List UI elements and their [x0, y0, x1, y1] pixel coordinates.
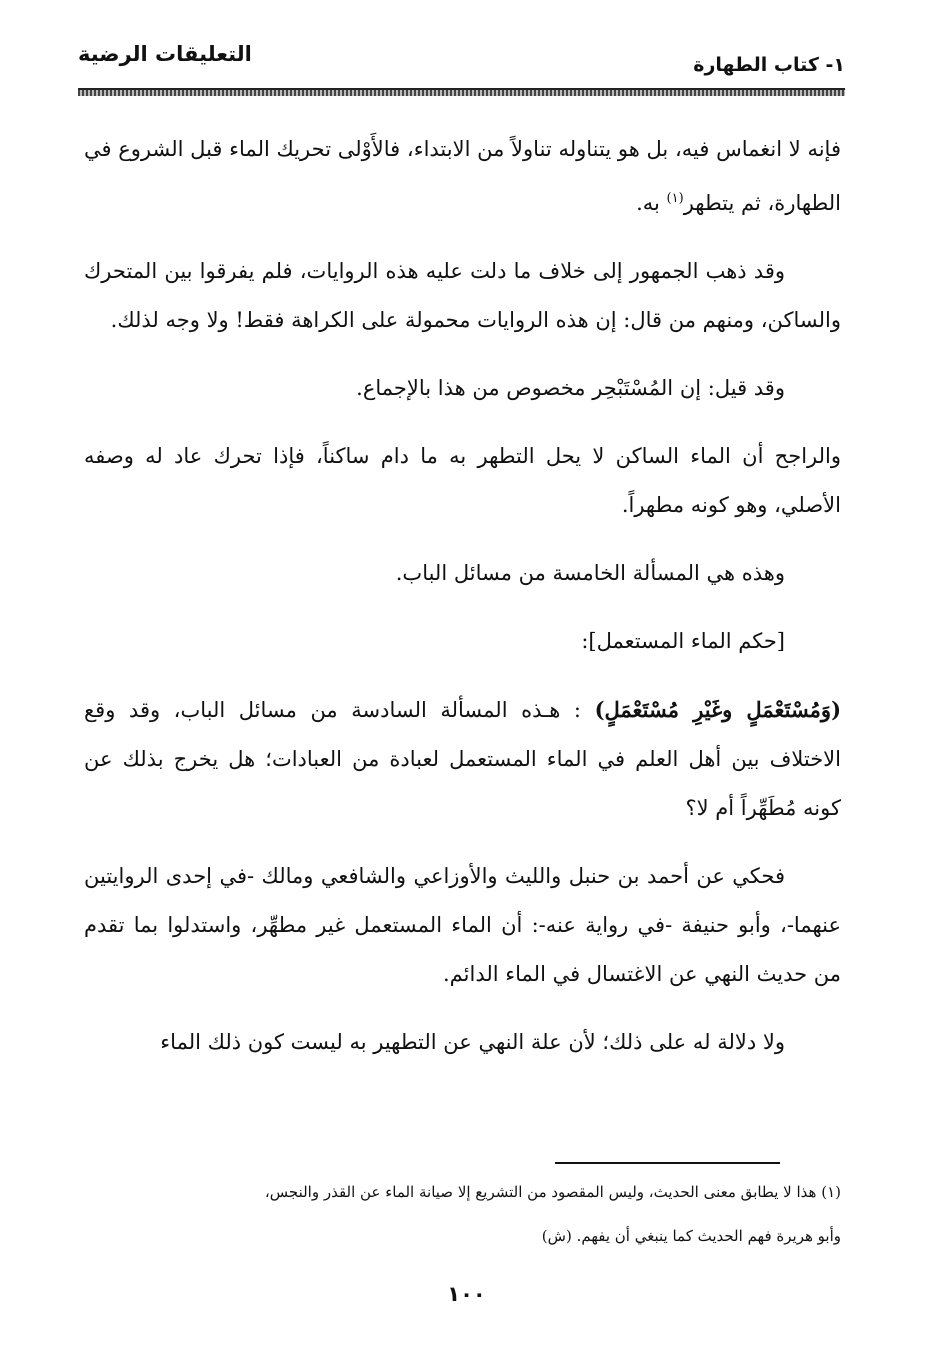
page-number: ١٠٠	[447, 1282, 486, 1306]
paragraph-1-text: فإنه لا انغماس فيه، بل هو يتناوله تناولاً من الابتداء، فالأَوْلى تحريك الماء قبل الشروع في الطهارة، ثم يتطهر	[84, 137, 841, 215]
chapter-title: ١- كتاب الطهارة	[693, 54, 845, 76]
paragraph-3: وقد قيل: إن المُسْتَبْحِر مخصوص من هذا بالإجماع.	[356, 376, 785, 400]
paragraph-7	[84, 685, 841, 833]
footnote-divider	[555, 1162, 780, 1164]
footnote-line-1: (١) هذا لا يطابق معنى الحديث، وليس المقصود من التشريع إلا صيانة الماء عن القذر والنجس،	[264, 1183, 841, 1201]
paragraph-8: فحكي عن أحمد بن حنبل والليث والأوزاعي والشافعي ومالك -في إحدى الروايتين عنهما-، وأبو حنيفة -في رواية عنه-: أن الماء المستعمل غير مطهِّر، واستدلوا بما تقدم من حديث النهي عن الاغتسال في الماء الدائم.	[84, 864, 841, 986]
paragraph-5: وهذه هي المسألة الخامسة من مسائل الباب.	[395, 561, 785, 585]
book-title: التعليقات الرضية	[78, 42, 252, 66]
paragraph-7-text: : هـذه المسألة السادسة من مسائل الباب، وقد وقع الاختلاف بين أهل العلم في الماء المستعمل لعبادة من العبادات؛ هل يخرج بذلك عن كونه مُطَهِّراً أم لا؟	[84, 698, 841, 820]
paragraph-4: والراجح أن الماء الساكن لا يحل التطهر به ما دام ساكناً، فإذا تحرك عاد له وصفه الأصلي، وهو كونه مطهراً.	[84, 444, 841, 517]
footnotes	[84, 1170, 841, 1258]
paragraph-2: وقد ذهب الجمهور إلى خلاف ما دلت عليه هذه الروايات، فلم يفرقوا بين المتحرك والساكن، ومنهم من قال: إن هذه الروايات محمولة على الكراهة فقط! ولا وجه لذلك.	[84, 259, 841, 332]
section-heading: [حكم الماء المستعمل]:	[581, 629, 785, 653]
quoted-text: (وَمُسْتَعْمَلٍ وغَيْرِ مُسْتَعْمَلٍ)	[594, 697, 842, 722]
paragraph-1	[84, 125, 841, 228]
main-text	[84, 125, 841, 1086]
paragraph-1-tail: به.	[636, 191, 667, 215]
running-header	[78, 34, 845, 90]
footnote-marker: (١)	[666, 191, 684, 206]
header-divider-band	[78, 90, 845, 96]
footnote-line-2: وأبو هريرة فهم الحديث كما ينبغي أن يفهم. (ش)	[541, 1227, 841, 1245]
paragraph-9: ولا دلالة له على ذلك؛ لأن علة النهي عن التطهير به ليست كون ذلك الماء	[160, 1030, 785, 1054]
